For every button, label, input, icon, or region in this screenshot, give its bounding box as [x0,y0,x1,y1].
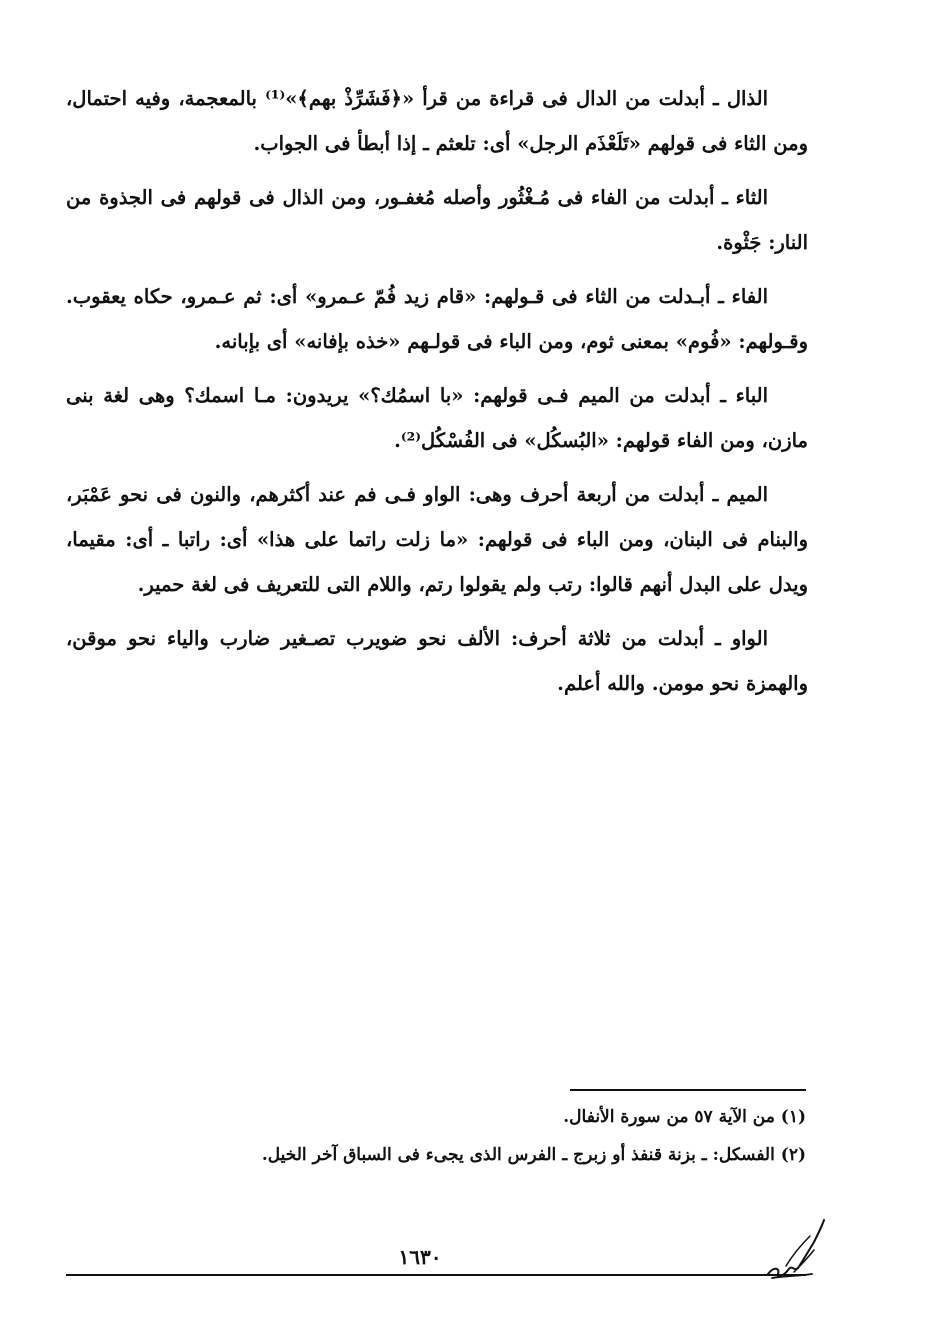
body-text [66,76,808,715]
paragraph-ba: الباء ـ أبدلت من الميم فـى قولهم: «با اسمُك؟» يريدون: مـا اسمك؟ وهى لغة بنى مازن، ومن الفاء قولهم: «البُسكُل» فى الفُسْكُل⁽²⁾. [66,384,808,452]
paragraph-dhal: الذال ـ أبدلت من الدال فى قراءة من قرأ «﴿فَشَرِّذْ بهم﴾»⁽¹⁾ بالمعجمة، وفيه احتمال، ومن الثاء فى قولهم «تَلَعْذَم الرجل» أى: تلعثم ـ إذا أبطأ فى الجواب. [66,87,808,155]
paragraph-fa: الفاء ـ أبـدلت من الثاء فى قـولهم: «قام زيد فُمّ عـمرو» أى: ثم عـمرو، حكاه يعقوب. وقـولهم: «فُوم» بمعنى ثوم، ومن الباء فى قولـهم «خذه بإفانه» أى بإبانه. [66,285,808,353]
footnote-divider [570,1089,806,1091]
footnotes [140,1098,806,1174]
paragraph-waw: الواو ـ أبدلت من ثلاثة أحرف: الألف نحو ضويرب تصـغير ضارب والياء نحو موقن، والهمزة نحو مومن. والله أعلم. [66,627,808,695]
paragraph-tha: الثاء ـ أبدلت من الفاء فى مُـغْثُور وأصله مُغفـور، ومن الذال فى قولهم فى الجذوة من النار: جَثْوة. [66,186,808,254]
paragraph-mim: الميم ـ أبدلت من أربعة أحرف وهى: الواو فـى فم عند أكثرهم، والنون فى نحو عَمْبَر، والبنام فى البنان، ومن الباء فى قولهم: «ما زلت راتما على هذا» أى: راتبا ـ أى: مقيما، ويدل على البدل أنهم قالوا: رتب ولم يقولوا رتم، واللام التى للتعريف فى لغة حمير. [66,483,808,596]
footnote-1: (١) من الآية ٥٧ من سورة الأنفال. [563,1107,806,1127]
footnote-2: (٢) الفسكل: ـ بزنة قنفذ أو زبرج ـ الفرس الذى يجىء فى السباق آخر الخيل. [261,1145,806,1165]
bottom-divider [66,1274,806,1276]
page-number: ١٦٣٠ [398,1245,442,1269]
handwritten-signature-icon [764,1216,826,1282]
